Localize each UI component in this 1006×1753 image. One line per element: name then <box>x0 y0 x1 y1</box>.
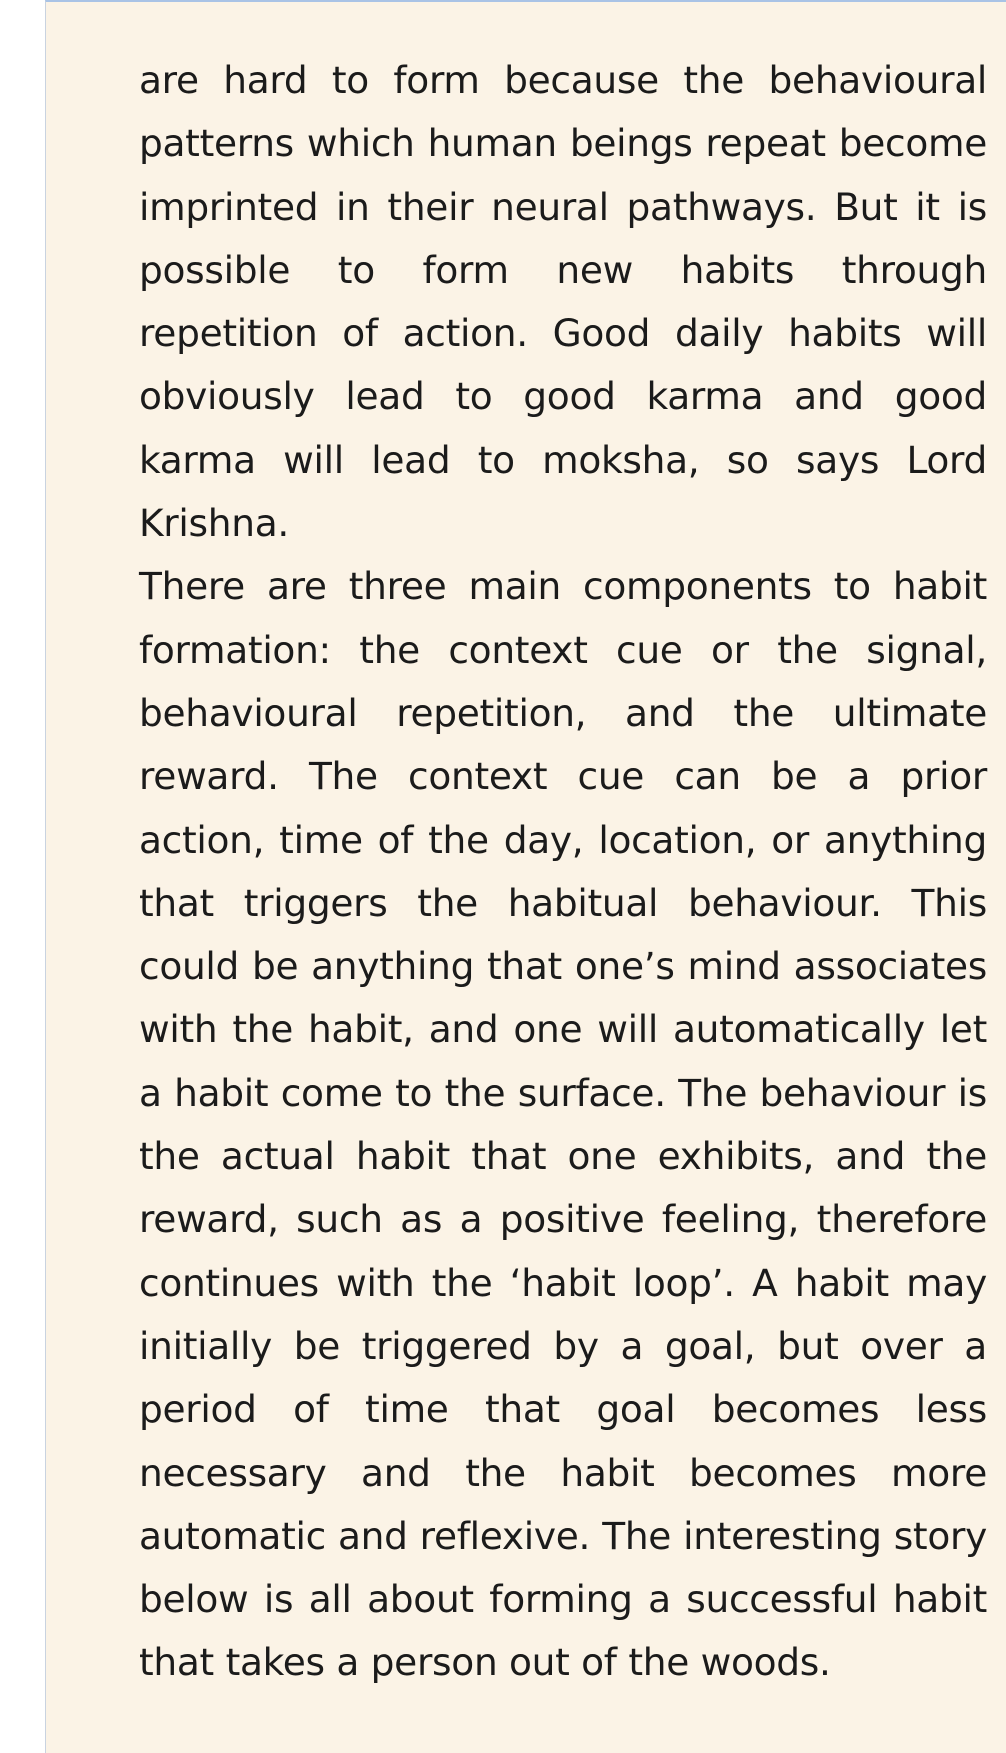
book-page <box>45 0 1006 1753</box>
paragraph-habit-formation-intro: are hard to form because the behavioural patterns which human beings repeat become imprinted in their neural pathways. But it is possible to form new habits through repetition of action. Good daily habits will obviously lead to good karma and good karma will lead to moksha, so says Lord Krishna. <box>139 58 987 546</box>
paragraph-habit-components: There are three main components to habit formation: the context cue or the signal, behavioural repetition, and the ultimate reward. The context cue can be a prior action, time of the day, location, or anything that triggers the habitual behaviour. This could be anything that one’s mind associates with the habit, and one will automatically let a habit come to the surface. The behaviour is the actual habit that one exhibits, and the reward, such as a positive feeling, therefore continues with the ‘habit loop’. A habit may initially be triggered by a goal, but over a period of time that goal becomes less necessary and the habit becomes more automatic and reflexive. The interesting story below is all about forming a successful habit that takes a person out of the woods. <box>139 564 987 1685</box>
page-text-body <box>139 49 987 1695</box>
